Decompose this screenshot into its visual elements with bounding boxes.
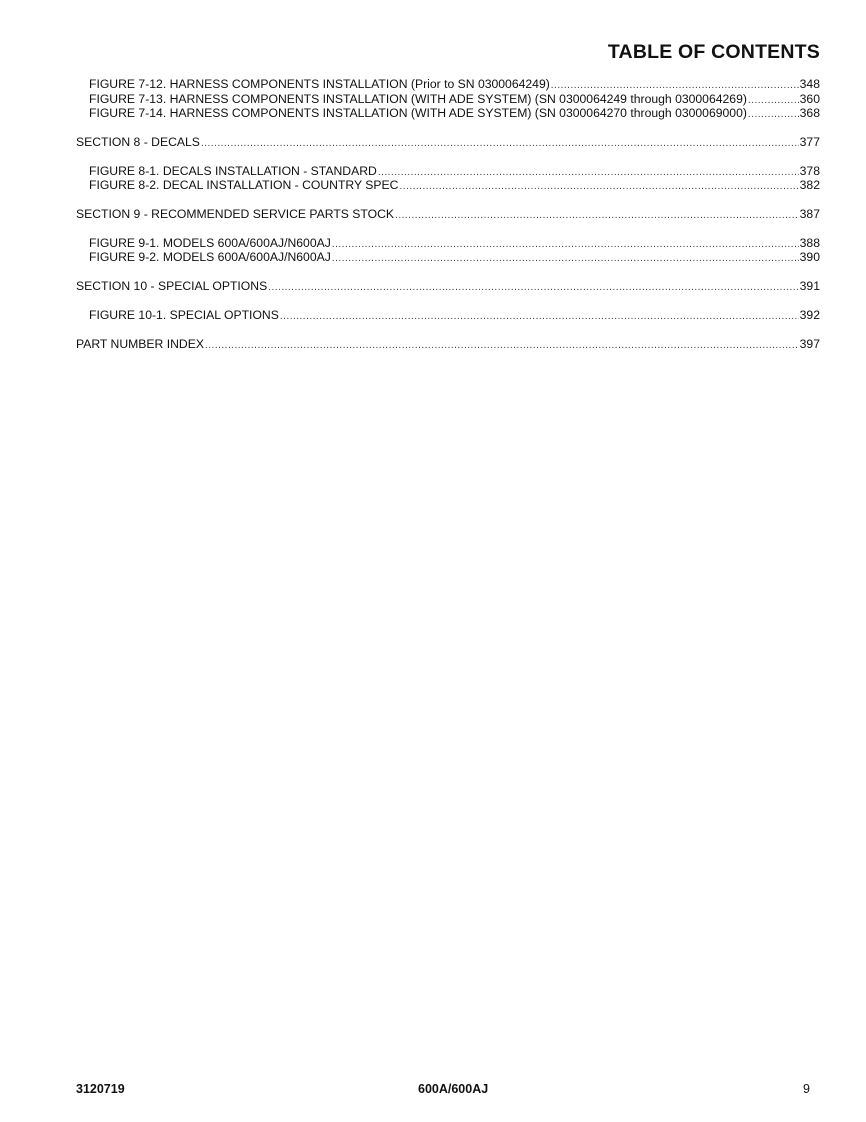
toc-entry-figure-8-2[interactable] — [76, 178, 820, 193]
toc-entry-page: 391 — [799, 279, 820, 293]
toc-entry-section-10[interactable] — [76, 279, 820, 294]
toc-entry-label: SECTION 9 - RECOMMENDED SERVICE PARTS STOCK — [76, 207, 395, 221]
toc-entry-figure-8-1[interactable] — [76, 164, 820, 179]
page-number: 9 — [803, 1082, 810, 1096]
toc-entry-page: 368 — [799, 106, 820, 120]
toc-entry-figure-10-1[interactable] — [76, 308, 820, 323]
dot-leader — [378, 166, 799, 181]
toc-entry-label: FIGURE 10-1. SPECIAL OPTIONS — [89, 307, 279, 322]
toc-entry-label: FIGURE 7-14. HARNESS COMPONENTS INSTALLATION (WITH ADE SYSTEM) (SN 0300064270 through 0300069000) — [89, 106, 747, 120]
toc-entry-section-8[interactable] — [76, 135, 820, 150]
dot-leader — [201, 137, 799, 152]
toc-entry-label: FIGURE 7-13. HARNESS COMPONENTS INSTALLATION (WITH ADE SYSTEM) (SN 0300064249 through 0300064269) — [89, 91, 747, 106]
model-name: 600A/600AJ — [418, 1082, 489, 1096]
toc-entry-figure-7-13[interactable] — [76, 92, 820, 107]
toc-entry-page: 388 — [799, 235, 820, 250]
dot-leader — [748, 94, 799, 109]
toc-entry-label: FIGURE 8-1. DECALS INSTALLATION - STANDARD — [89, 163, 377, 178]
dot-leader — [395, 209, 799, 224]
toc-entry-page: 360 — [799, 91, 820, 106]
toc-entry-label: PART NUMBER INDEX — [76, 336, 204, 351]
toc-entry-label: FIGURE 9-1. MODELS 600A/600AJ/N600AJ — [89, 235, 331, 250]
table-of-contents — [76, 77, 820, 351]
toc-entry-page: 397 — [799, 336, 820, 351]
toc-entry-page: 390 — [799, 250, 820, 264]
toc-entry-section-9[interactable] — [76, 207, 820, 222]
document-number: 3120719 — [76, 1082, 125, 1096]
toc-entry-label: FIGURE 8-2. DECAL INSTALLATION - COUNTRY SPEC — [89, 178, 399, 192]
toc-entry-page: 348 — [799, 77, 820, 91]
dot-leader — [332, 238, 799, 253]
toc-entry-figure-9-2[interactable] — [76, 250, 820, 265]
toc-entry-page: 387 — [799, 207, 820, 221]
toc-entry-label: FIGURE 7-12. HARNESS COMPONENTS INSTALLATION (Prior to SN 0300064249) — [89, 77, 550, 91]
page-title: TABLE OF CONTENTS — [607, 41, 820, 63]
toc-entry-page: 378 — [799, 163, 820, 178]
toc-entry-page: 382 — [799, 178, 820, 192]
dot-leader — [400, 180, 799, 195]
toc-entry-label: SECTION 10 - SPECIAL OPTIONS — [76, 279, 268, 293]
toc-entry-part-number-index[interactable] — [76, 337, 820, 352]
toc-entry-figure-7-12[interactable] — [76, 77, 820, 92]
dot-leader — [205, 339, 799, 354]
dot-leader — [268, 281, 798, 296]
toc-entry-page: 377 — [799, 135, 820, 149]
dot-leader — [280, 310, 799, 325]
toc-entry-figure-9-1[interactable] — [76, 236, 820, 251]
toc-entry-page: 392 — [799, 307, 820, 322]
toc-entry-label: SECTION 8 - DECALS — [76, 135, 200, 149]
dot-leader — [332, 252, 799, 267]
toc-entry-figure-7-14[interactable] — [76, 106, 820, 121]
dot-leader — [748, 108, 799, 123]
toc-entry-label: FIGURE 9-2. MODELS 600A/600AJ/N600AJ — [89, 250, 331, 264]
